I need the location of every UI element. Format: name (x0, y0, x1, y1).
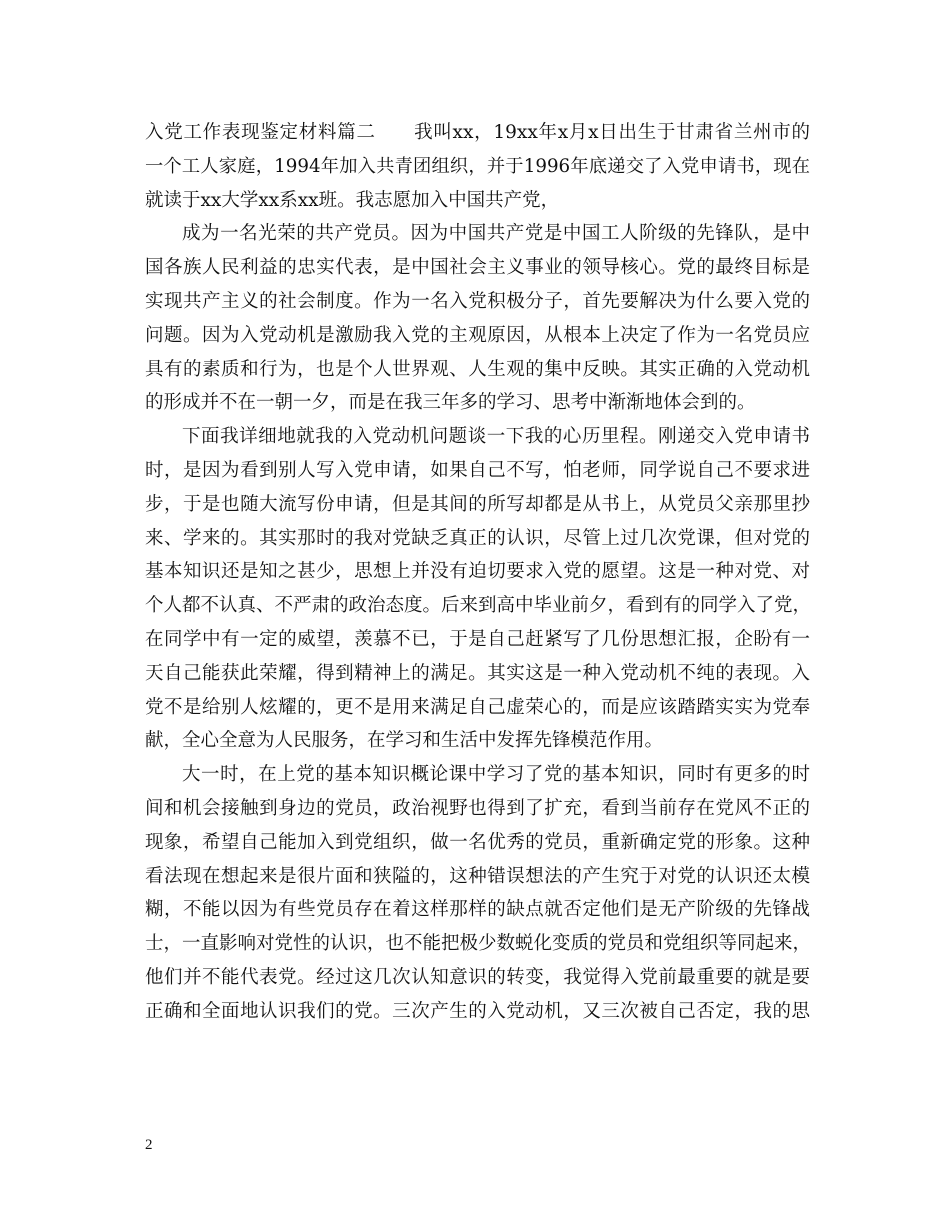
text-line: 士，一直影响对党性的认识，也不能把极少数蜕化变质的党员和党组织等同起来， (145, 933, 812, 955)
text-line: 入党工作表现鉴定材料篇二 我叫xx，19xx年x月x日出生于甘肃省兰州市的 (145, 122, 810, 143)
text-line: 天自己能获此荣耀，得到精神上的满足。其实这是一种入党动机不纯的表现。入 (145, 662, 810, 684)
text-line: 糊，不能以因为有些党员存在着这样那样的缺点就否定他们是无产阶级的先锋战 (145, 899, 810, 921)
text-line: 在同学中有一定的威望，羡慕不已，于是自己赶紧写了几份思想汇报，企盼有一 (145, 628, 810, 650)
text-line: 具有的素质和行为，也是个人世界观、人生观的集中反映。其实正确的入党动机 (145, 358, 810, 380)
text-line: 下面我详细地就我的入党动机问题谈一下我的心历里程。刚递交入党申请书 (182, 426, 810, 448)
text-line: 献，全心全意为人民服务，在学习和生活中发挥先锋模范作用。 (145, 730, 664, 752)
text-line: 他们并不能代表党。经过这几次认知意识的转变，我觉得入党前最重要的就是要 (145, 966, 810, 988)
text-line: 正确和全面地认识我们的党。三次产生的入党动机，又三次被自己否定，我的思 (145, 1000, 810, 1022)
text-line: 个人都不认真、不严肃的政治态度。后来到高中毕业前夕，看到有的同学入了党， (145, 595, 812, 617)
document-body (145, 116, 810, 1029)
text-line: 大一时，在上党的基本知识概论课中学习了党的基本知识，同时有更多的时 (182, 764, 810, 786)
text-line: 问题。因为入党动机是激励我入党的主观原因，从根本上决定了作为一名党员应 (145, 324, 810, 346)
text-line: 国各族人民利益的忠实代表，是中国社会主义事业的领导核心。党的最终目标是 (145, 257, 810, 279)
text-line: 就读于xx大学xx系xx班。我志愿加入中国共产党， (145, 189, 560, 211)
text-line: 基本知识还是知之甚少，思想上并没有迫切要求入党的愿望。这是一种对党、对 (145, 561, 810, 583)
text-line: 时，是因为看到别人写入党申请，如果自己不写，怕老师，同学说自己不要求进 (145, 459, 810, 481)
text-line: 来、学来的。其实那时的我对党缺乏真正的认识，尽管上过几次党课，但对党的 (145, 527, 810, 549)
text-line: 现象，希望自己能加入到党组织，做一名优秀的党员，重新确定党的形象。这种 (145, 831, 810, 853)
text-line: 看法现在想起来是很片面和狭隘的，这种错误想法的产生究于对党的认识还太模 (145, 865, 810, 887)
text-line: 成为一名光荣的共产党员。因为中国共产党是中国工人阶级的先锋队，是中 (182, 223, 810, 245)
text-line: 实现共产主义的社会制度。作为一名入党积极分子，首先要解决为什么要入党的 (145, 290, 810, 312)
text-line: 步，于是也随大流写份申请，但是其间的所写却都是从书上，从党员父亲那里抄 (145, 493, 810, 515)
text-line: 的形成并不在一朝一夕，而是在我三年多的学习、思考中渐渐地体会到的。 (145, 392, 756, 414)
text-line: 间和机会接触到身边的党员，政治视野也得到了扩充，看到当前存在党风不正的 (145, 797, 810, 819)
text-line: 一个工人家庭，1994年加入共青团组织，并于1996年底递交了入党申请书，现在 (145, 155, 810, 177)
page-number: 2 (145, 1137, 153, 1153)
text-line: 党不是给别人炫耀的，更不是用来满足自己虚荣心的，而是应该踏踏实实为党奉 (145, 696, 810, 718)
